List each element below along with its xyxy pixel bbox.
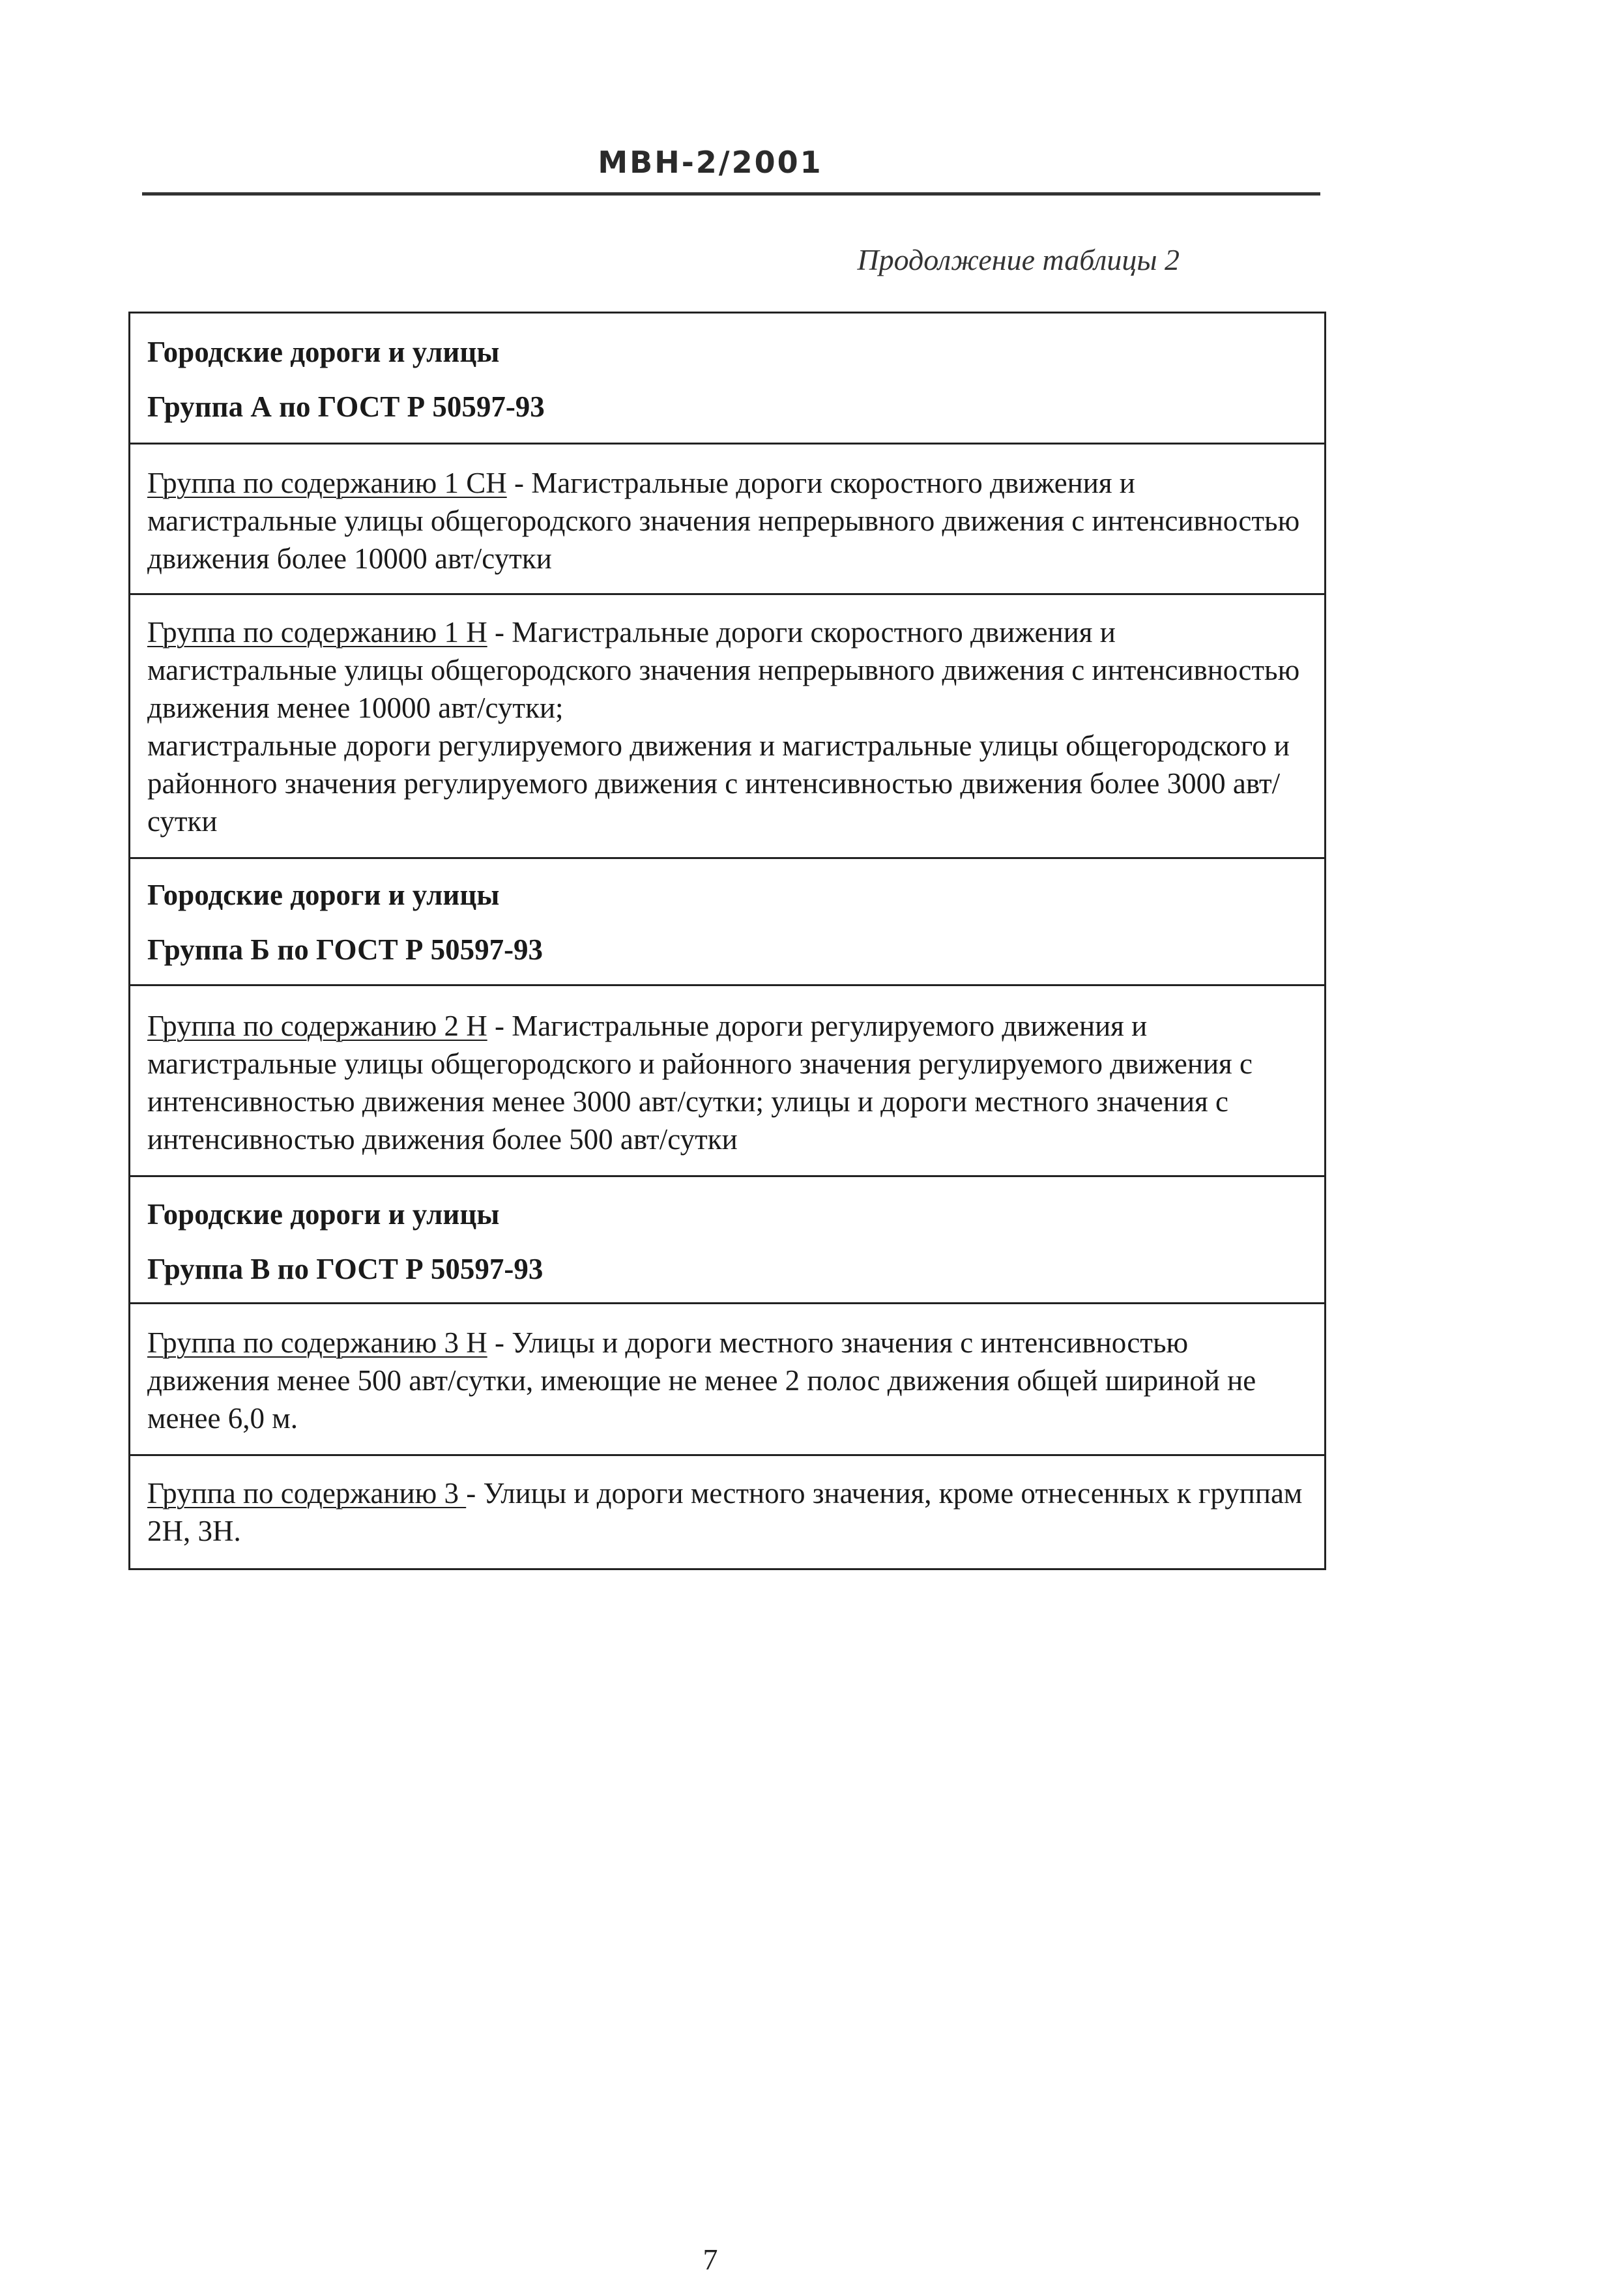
- table-row-group-1n: [130, 593, 1324, 857]
- group-label: Группа по содержанию 2 Н: [147, 1010, 487, 1042]
- table-row-group-3: [130, 1454, 1324, 1568]
- row-text: [147, 1474, 1306, 1550]
- heading-category: Городские дороги и улицы: [147, 336, 500, 368]
- table-row-heading-group-b: [130, 857, 1324, 984]
- row-text: [147, 1007, 1306, 1158]
- group-description: - Улицы и дороги местного значения, кроме отнесенных к группам 2Н, 3Н.: [147, 1477, 1303, 1547]
- group-description: - Улицы и дороги местного значения с интенсивностью движения менее 500 авт/сутки, имеющие не менее 2 полос движения общей шириной не менее 6,0 м.: [147, 1326, 1256, 1435]
- group-description: - Магистральные дороги регулируемого движения и магистральные улицы общегородского и районного значения регулируемого движения с интенсивностью движения менее 3000 авт/сутки; улицы и дороги местного значения с интенсивностью движения более 500 авт/сутки: [147, 1010, 1253, 1156]
- table-row-heading-group-v: [130, 1175, 1324, 1302]
- row-text: [147, 613, 1306, 727]
- group-description: - Магистральные дороги скоростного движения и магистральные улицы общегородского значения непрерывного движения с интенсивностью движения менее 10000 авт/сутки;: [147, 616, 1300, 724]
- table-row-group-2n: [130, 984, 1324, 1175]
- table-caption: Продолжение таблицы 2: [857, 243, 1180, 276]
- table-row-group-1sn: [130, 443, 1324, 593]
- table-row-heading-group-a: [130, 314, 1324, 443]
- heading-category: Городские дороги и улицы: [147, 879, 500, 911]
- group-label: Группа по содержанию 3: [147, 1477, 467, 1510]
- table-row-group-3n: [130, 1302, 1324, 1454]
- group-description: - Магистральные дороги скоростного движения и магистральные улицы общегородского значения непрерывного движения с интенсивностью движения более 10000 авт/сутки: [147, 467, 1300, 575]
- group-label: Группа по содержанию 1 Н: [147, 616, 487, 649]
- header-divider: [142, 192, 1320, 196]
- row-text: [147, 1324, 1306, 1437]
- heading-group: Группа Б по ГОСТ Р 50597-93: [147, 933, 544, 966]
- heading-group: Группа А по ГОСТ Р 50597-93: [147, 390, 545, 423]
- document-code-header: МВН-2/2001: [598, 145, 823, 180]
- heading-category: Городские дороги и улицы: [147, 1198, 500, 1231]
- group-label: Группа по содержанию 1 СН: [147, 467, 507, 499]
- heading-group: Группа В по ГОСТ Р 50597-93: [147, 1253, 544, 1285]
- road-groups-table: [128, 312, 1326, 1570]
- row-text: [147, 464, 1306, 577]
- page-number: 7: [703, 2243, 718, 2276]
- group-label: Группа по содержанию 3 Н: [147, 1326, 487, 1359]
- group-description-continued: магистральные дороги регулируемого движения и магистральные улицы общегородского и районного значения регулируемого движения с интенсивностью движения более 3000 авт/сутки: [147, 729, 1290, 838]
